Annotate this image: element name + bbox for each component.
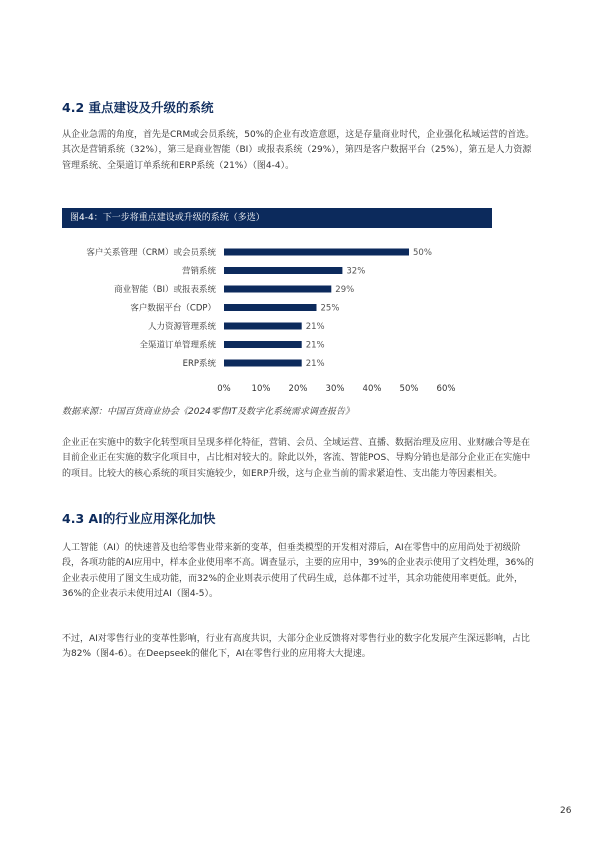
value-label: 25% (320, 303, 340, 314)
x-tick-label: 50% (399, 384, 419, 394)
bar (224, 341, 302, 348)
x-tick-label: 10% (251, 384, 271, 394)
category-label: 客户关系管理（CRM）或会员系统 (86, 248, 216, 258)
category-label: 全渠道订单管理系统 (139, 340, 216, 351)
page-number: 26 (560, 806, 572, 816)
section-4-2-paragraph: 从企业急需的角度，首先是CRM或会员系统，50%的企业有改造意愿，这是存量商业时代，企业强化私域运营的首选。其次是营销系统（32%），第三是商业智能（BI）或报表系统（29%），第四是客户数据平台（25%），第五是人力资源管理系统、全渠道订单系统和ERP系统（21%）（图4-4）。 (62, 130, 535, 171)
bar (224, 249, 409, 256)
category-label: 商业智能（BI）或报表系统 (114, 285, 216, 295)
paragraph-after-chart: 企业正在实施中的数字化转型项目呈现多样化特征，营销、会员、全域运营、直播、数据治理及应用、业财融合等是在目前企业正在实施的数字化项目中，占比相对较大的。除此以外，客流、智能POS、导购分销也是部分企业正在实施中的项目。比较大的核心系统的项目实施较少，如ERP升级，这与企业当前的需求紧迫性、支出能力等因素相关。 (62, 438, 531, 479)
bar (224, 286, 331, 293)
bar (224, 360, 302, 367)
figure-4-4-chart (62, 240, 492, 400)
section-4-3-paragraph-2: 不过，AI对零售行业的变革性影响，行业有高度共识，大部分企业反馈将对零售行业的数字化发展产生深远影响，占比为82%（图4-6）。在Deepseek的催化下，AI在零售行业的应用将大大提速。 (62, 634, 530, 660)
value-label: 50% (413, 248, 432, 258)
category-label: 人力资源管理系统 (147, 322, 216, 332)
bar (224, 304, 317, 311)
value-label: 29% (335, 285, 355, 295)
x-tick-label: 40% (362, 384, 382, 394)
x-tick-label: 20% (288, 384, 308, 394)
bar (224, 323, 302, 330)
section-4-3-paragraph-1: 人工智能（AI）的快速普及也给零售业带来新的变革，但垂类模型的开发相对滞后，AI在零售中的应用尚处于初级阶段，各项功能的AI应用中，样本企业使用率不高。调查显示，主要的应用中，39%的企业表示使用了文档处理，36%的企业表示使用了图文生成功能，而32%的企业则表示使用了代码生成，总体都不过半，其余功能使用率更低。此外，36%的企业表示未使用过AI（图4-5）。 (62, 543, 534, 600)
bar-chart-svg (62, 240, 492, 400)
section-title-4-3: 4.3 AI的行业应用深化加快 (62, 511, 216, 526)
category-label: ERP系统 (182, 359, 216, 369)
section-title-4-2: 4.2 重点建设及升级的系统 (62, 100, 214, 115)
value-label: 32% (346, 266, 366, 277)
figure-source: 数据来源：中国百货商业协会《2024零售IT及数字化系统需求调查报告》 (62, 407, 355, 417)
value-label: 21% (305, 322, 325, 332)
x-tick-label: 30% (325, 384, 345, 394)
category-label: 营销系统 (181, 266, 216, 277)
bar (224, 267, 342, 274)
x-tick-label: 60% (436, 384, 456, 394)
value-label: 21% (305, 340, 325, 351)
figure-4-4-banner: 图4-4：下一步将重点建设或升级的系统（多选） (62, 208, 492, 228)
category-label: 客户数据平台（CDP） (130, 303, 216, 314)
x-tick-label: 0% (217, 384, 231, 394)
value-label: 21% (305, 359, 325, 369)
